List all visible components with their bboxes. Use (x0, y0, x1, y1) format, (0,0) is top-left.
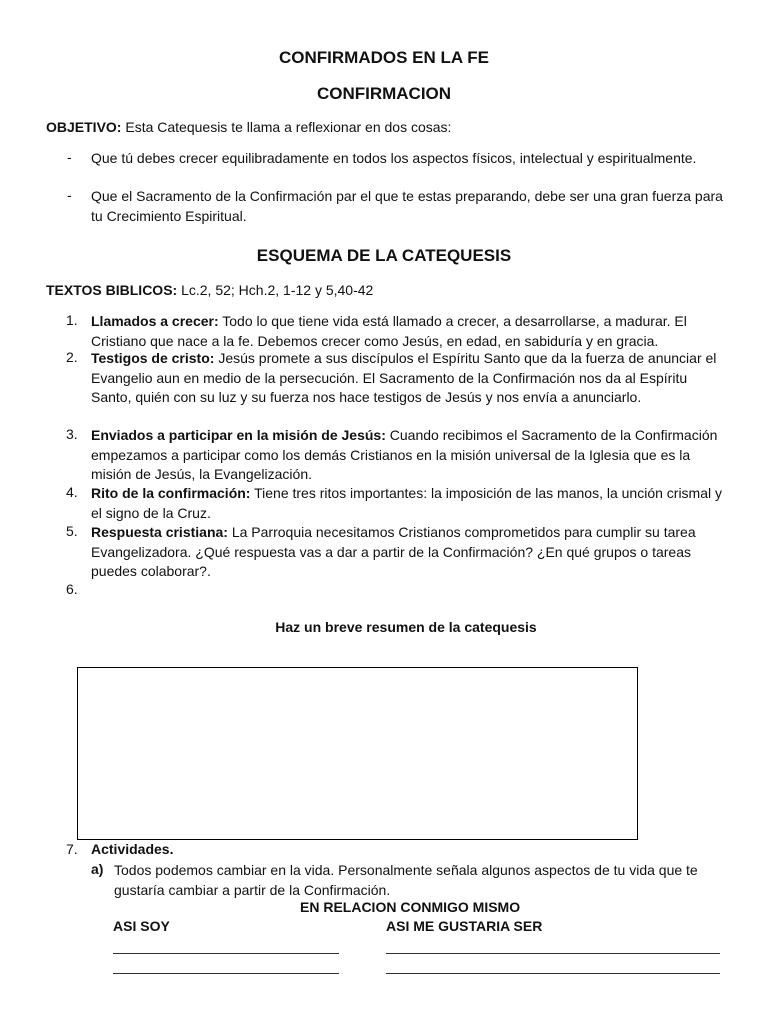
page-subtitle: CONFIRMACION (316, 84, 452, 103)
relation-heading: EN RELACION CONMIGO MISMO (300, 899, 521, 915)
point-number: 6. (66, 581, 78, 597)
point-number: 5. (66, 523, 78, 539)
column-as-i-am: ASI SOY (113, 918, 170, 934)
answer-line[interactable] (113, 953, 339, 954)
summary-box[interactable] (77, 667, 638, 840)
activity-a-label: a) (91, 861, 104, 877)
point-number: 2. (66, 349, 78, 365)
point-label: Llamados a crecer: (91, 313, 219, 329)
column-as-i-want: ASI ME GUSTARIA SER (386, 918, 543, 934)
point-text: Tiene tres ritos importantes: la imposición de las manos, la unción crismal y el signo de la Cruz. (91, 485, 722, 521)
objective-bullet-2: Que el Sacramento de la Confirmación par el que te estas preparando, debe ser una gran fuerza para tu Crecimiento Espiritual. (91, 188, 723, 224)
objective-label: OBJETIVO: (46, 119, 122, 135)
point-text: Jesús promete a sus discípulos el Espíritu Santo que da la fuerza de anunciar el Evangelio aun en medio de la persecución. El Sacramento de la Confirmación nos da al Espíritu Santo, quién con su luz y su fuerza nos hace testigos de Jesús y nos envía a anunciarlo. (91, 350, 717, 405)
activities-label: Actividades. (91, 841, 174, 857)
outline-title: ESQUEMA DE LA CATEQUESIS (256, 246, 512, 265)
bible-texts-value: Lc.2, 52; Hch.2, 1-12 y 5,40-42 (177, 282, 374, 298)
point-5 (91, 523, 731, 582)
point-text: Cuando recibimos el Sacramento de la Confirmación empezamos a participar como los demás Cristianos en la misión universal de la Iglesia que es la misión de Jesús, la Evangelización. (91, 427, 718, 482)
point-label: Enviados a participar en la misión de Jesús: (91, 427, 386, 443)
point-text: Todo lo que tiene vida está llamado a crecer, a desarrollarse, a madurar. El Cristiano que nace a la fe. Debemos crecer como Jesús, en edad, en sabiduría y en gracia. (91, 313, 687, 349)
point-3 (91, 426, 731, 485)
point-4 (91, 484, 731, 523)
activities-number: 7. (66, 841, 78, 857)
point-number: 4. (66, 484, 78, 500)
answer-line[interactable] (386, 953, 720, 954)
objective-bullet-1: Que tú debes crecer equilibradamente en todos los aspectos físicos, intelectual y espiritualmente. (91, 150, 697, 166)
point-label: Respuesta cristiana: (91, 524, 228, 540)
answer-line[interactable] (386, 973, 720, 974)
bullet-dash: - (67, 149, 72, 165)
answer-line[interactable] (113, 973, 339, 974)
bible-texts-label: TEXTOS BIBLICOS: (46, 282, 178, 298)
summary-heading: Haz un breve resumen de la catequesis (275, 619, 537, 635)
point-label: Rito de la confirmación: (91, 485, 251, 501)
point-1 (91, 312, 731, 351)
point-2 (91, 349, 731, 408)
activity-a-text: Todos podemos cambiar en la vida. Personalmente señala algunos aspectos de tu vida que te gustaría cambiar a partir de la Confirmación. (114, 862, 698, 898)
point-label: Testigos de cristo: (91, 350, 215, 366)
point-number: 1. (66, 312, 78, 328)
bible-texts (46, 281, 373, 301)
objective-text: Esta Catequesis te llama a reflexionar en dos cosas: (121, 119, 452, 135)
objective (46, 118, 451, 138)
bullet-dash: - (67, 187, 72, 203)
point-text: La Parroquia necesitamos Cristianos comprometidos para cumplir su tarea Evangelizadora. ¿Qué respuesta vas a dar a partir de la Confirmación? ¿En qué grupos o tareas puedes colaborar?. (91, 524, 696, 579)
page-title: CONFIRMADOS EN LA FE (279, 48, 489, 67)
point-number: 3. (66, 426, 78, 442)
